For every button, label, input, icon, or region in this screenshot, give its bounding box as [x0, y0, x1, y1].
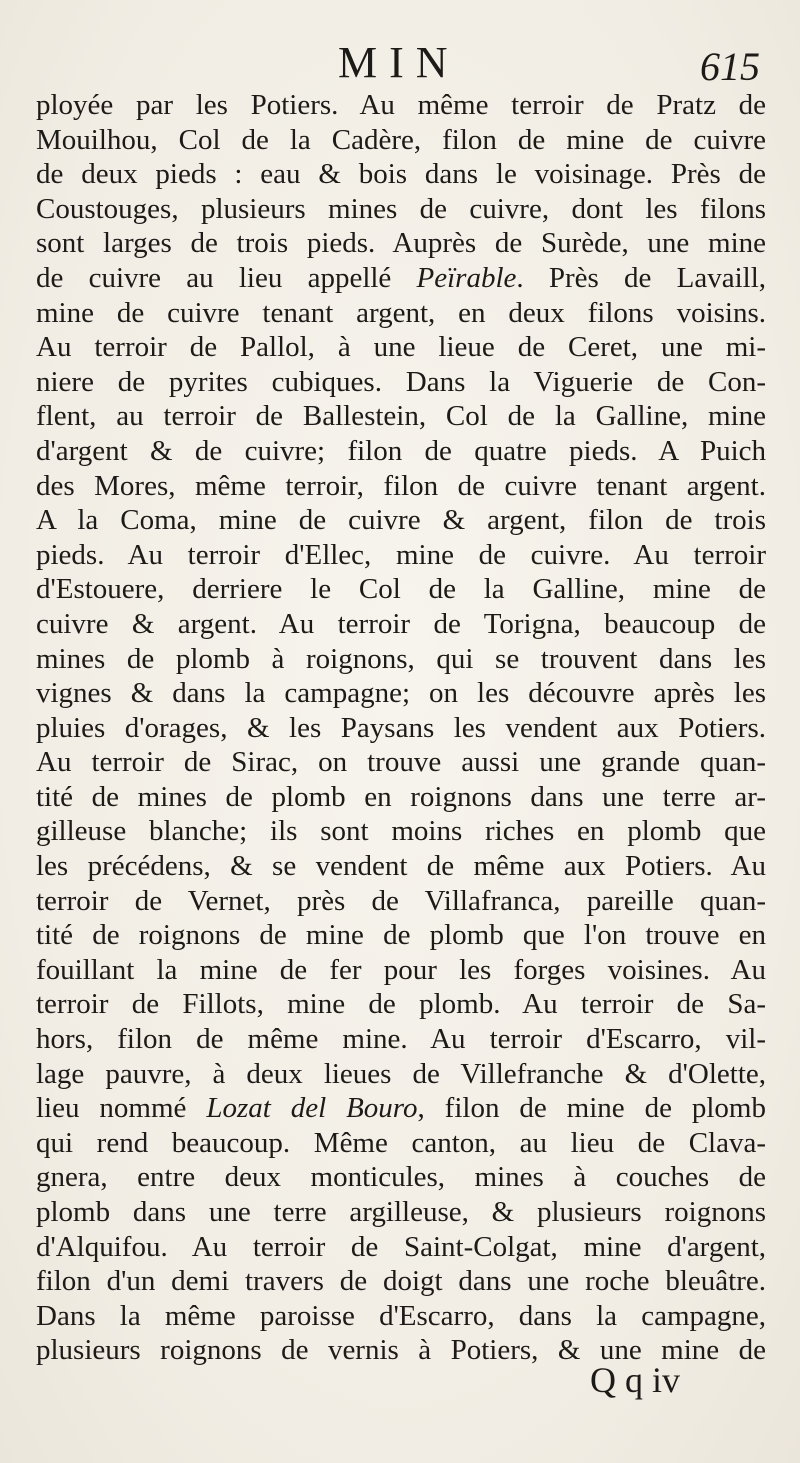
text-line: mine de cuivre tenant argent, en deux filons voisins.: [36, 296, 766, 329]
italic-place-name: Lozat del Bouro: [206, 1092, 418, 1125]
text-line: cuivre & argent. Au terroir de Torigna, beaucoup de: [36, 607, 766, 640]
text-line: des Mores, même terroir, filon de cuivre tenant argent.: [36, 469, 766, 502]
body-text: [36, 88, 766, 1368]
italic-place-name: Peïrable: [416, 261, 517, 294]
text-line: plomb dans une terre argilleuse, & plusieurs roignons: [36, 1196, 766, 1228]
text-line: gilleuse blanche; ils sont moins riches en plomb que: [36, 815, 766, 848]
text-line: terroir de Vernet, près de Villafranca, pareille quan-: [36, 884, 766, 917]
text-line: [36, 1091, 766, 1126]
text-line: d'Estouere, derriere le Col de la Galline, mine de: [36, 573, 766, 606]
text-segment: de cuivre au lieu appellé: [36, 261, 417, 294]
text-line: lage pauvre, à deux lieues de Villefranche & d'Olette,: [36, 1057, 766, 1090]
text-line: filon d'un demi travers de doigt dans une roche bleuâtre.: [36, 1265, 766, 1298]
text-segment: , filon de mine de plomb: [417, 1092, 766, 1125]
text-line: gnera, entre deux monticules, mines à couches de: [36, 1161, 766, 1194]
text-line: Au terroir de Pallol, à une lieue de Ceret, une mi-: [36, 331, 766, 364]
text-line: flent, au terroir de Ballestein, Col de la Galline, mine: [36, 400, 766, 433]
text-line: A la Coma, mine de cuivre & argent, filon de trois: [36, 504, 766, 537]
text-line: de deux pieds : eau & bois dans le voisinage. Près de: [36, 158, 766, 191]
text-line: hors, filon de même mine. Au terroir d'Escarro, vil-: [36, 1023, 766, 1056]
page-number: 615: [700, 44, 760, 89]
text-line: ployée par les Potiers. Au même terroir de Pratz de: [36, 89, 766, 121]
running-head-title: MIN: [338, 38, 460, 87]
text-line: Mouilhou, Col de la Cadère, filon de mine de cuivre: [36, 123, 766, 156]
text-line: tité de mines de plomb en roignons dans une terre ar-: [36, 780, 766, 813]
text-line: terroir de Fillots, mine de plomb. Au terroir de Sa-: [36, 988, 766, 1021]
text-line: Dans la même paroisse d'Escarro, dans la campagne,: [36, 1299, 766, 1332]
text-line: tité de roignons de mine de plomb que l'on trouve en: [36, 919, 766, 952]
text-line: d'Alquifou. Au terroir de Saint-Colgat, mine d'argent,: [36, 1230, 766, 1263]
text-line: niere de pyrites cubiques. Dans la Viguerie de Con-: [36, 365, 766, 398]
text-line: Au terroir de Sirac, on trouve aussi une grande quan-: [36, 746, 766, 779]
text-line: Coustouges, plusieurs mines de cuivre, dont les filons: [36, 192, 766, 225]
text-line: sont larges de trois pieds. Auprès de Surède, une mine: [36, 227, 766, 260]
text-line: pieds. Au terroir d'Ellec, mine de cuivre. Au terroir: [36, 538, 766, 571]
text-line: d'argent & de cuivre; filon de quatre pieds. A Puich: [36, 434, 766, 467]
text-line: vignes & dans la campagne; on les découvre après les: [36, 677, 766, 710]
text-segment: . Près de Lavaill,: [516, 261, 766, 294]
text-line: [36, 261, 766, 296]
text-line: pluies d'orages, & les Paysans les vendent aux Potiers.: [36, 711, 766, 744]
text-line: mines de plomb à roignons, qui se trouvent dans les: [36, 642, 766, 675]
text-line: plusieurs roignons de vernis à Potiers, & une mine de: [36, 1334, 766, 1367]
text-line: les précédens, & se vendent de même aux Potiers. Au: [36, 850, 766, 883]
text-line: fouillant la mine de fer pour les forges voisines. Au: [36, 953, 766, 986]
signature-catchword: Q q iv: [590, 1360, 680, 1400]
text-segment: lieu nommé: [36, 1092, 207, 1125]
text-line: qui rend beaucoup. Même canton, au lieu de Clava-: [36, 1126, 766, 1159]
